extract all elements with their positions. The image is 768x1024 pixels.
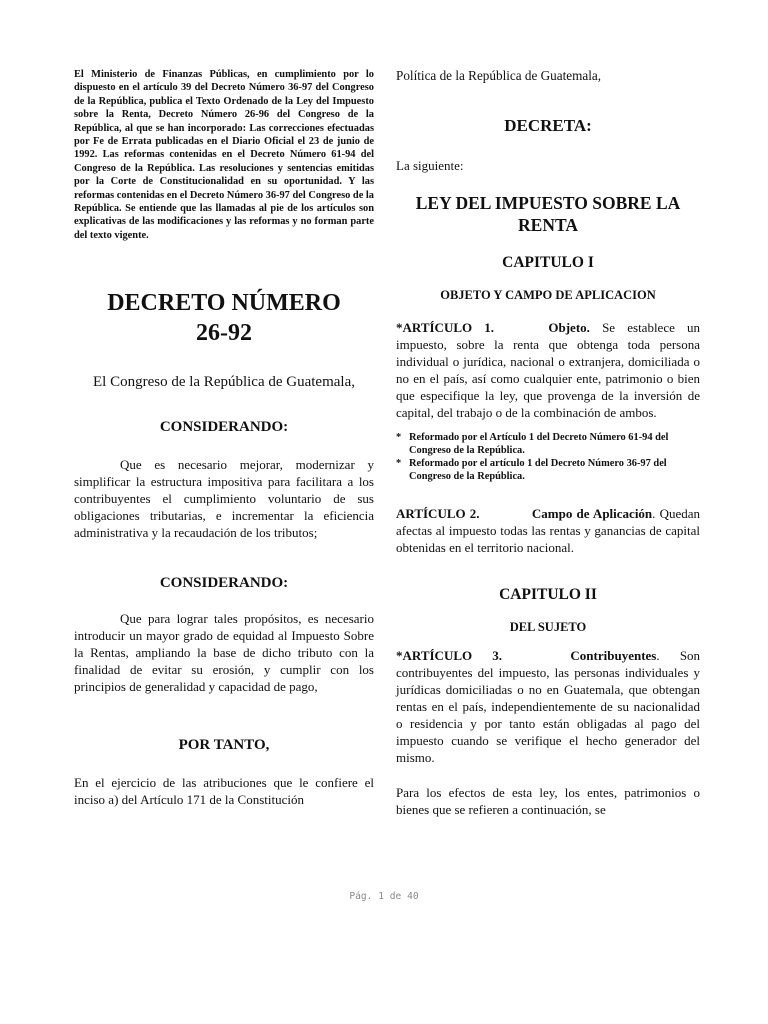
note-text: Reformado por el Artículo 1 del Decreto Número 61-94 del Congreso de la República.: [409, 432, 669, 456]
article-2: ARTÍCULO 2. Campo de Aplicación. Quedan afectas al impuesto todas las rentas y ganancias de capital obtenidas en el territorio nacional.: [396, 506, 701, 555]
por-tanto-heading: POR TANTO,: [178, 737, 270, 754]
note-bullet: *: [396, 458, 402, 469]
considerando-2-text: Que para lograr tales propósitos, es necesario introducir un mayor grado de equidad al Impuesto Sobre la Rentas, ampliando la base de dicho tributo con la finalidad de evitar su erosión, y cumplir con los principios de generalidad y capacidad de pago,: [74, 611, 374, 695]
article-1: [396, 319, 700, 421]
right-column: [396, 62, 700, 818]
decreto-title-line2: 26-92: [196, 320, 252, 347]
left-column: [74, 62, 374, 808]
considerando-1-text: Que es necesario mejorar, modernizar y simplificar la estructura impositiva para facilitara a los contribuyentes el cumplimiento voluntario de sus obligaciones tributarias, e incrementar la eficiencia administrativa y la recaudación de los tributos;: [74, 457, 374, 541]
chapter-2-subtitle: DEL SUJETO: [509, 620, 587, 634]
article-1-label: *ARTÍCULO 1.: [396, 320, 495, 335]
para-paragraph: Para los efectos de esta ley, los entes, patrimonios o bienes que se refieren a continuación, se: [396, 785, 700, 817]
chapter-1-heading: CAPITULO I: [502, 254, 594, 271]
note-bullet: *: [396, 432, 402, 443]
intro-paragraph: El Ministerio de Finanzas Públicas, en cumplimiento por lo dispuesto en el artículo 39 del Decreto Número 36-97 del Congreso de la República, publica el Texto Ordenado de la Ley del Impuesto sobre la Renta, Decreto Número 26-96 del Congreso de la República, al que se han incorporado: Las correcciones efectuadas por Fe de Errata publicadas en el Diario Oficial el 23 de junio de 1992. Las reformas contenidas en el Decreto Número 61-94 del Congreso de la República. Las resoluciones y sentencias emitidas por la Corte de Constitucionalidad en su oportunidad. Y las reformas contenidas en el Decreto Número 36-97 del Congreso de la República. Se entiende que las llamadas al pie de los artículos son explicativas de las modificaciones y las reformas y no forman parte del texto vigente.: [74, 69, 374, 241]
decreta-heading: DECRETA:: [504, 116, 592, 135]
note-text: Reformado por el artículo 1 del Decreto Número 36-97 del Congreso de la República.: [409, 458, 667, 482]
congreso-line: El Congreso de la República de Guatemala,: [93, 374, 355, 391]
chapter-2-heading: CAPITULO II: [499, 586, 597, 603]
article-3-name: Contribuyentes: [570, 648, 657, 663]
chapter-1-subtitle: OBJETO Y CAMPO DE APLICACION: [440, 288, 656, 302]
considerando-1-heading: CONSIDERANDO:: [159, 419, 289, 436]
ley-title: LEY DEL IMPUESTO SOBRE LA RENTA: [415, 193, 681, 235]
article-1-text: Se establece un impuesto, sobre la renta que obtenga toda persona individual o jurídica, nacional o extranjera, domiciliada o no en el país, así como cualquier ente, patrimonio o bien que especifique la ley, que provenga de la inversión de capital, del trabajo o de la combinación de ambos.: [396, 320, 701, 420]
article-3: *ARTÍCULO 3. Contribuyentes. Son contribuyentes del impuesto, las personas individuales y jurídicas domiciliadas o no en Guatemala, que obtengan rentas en el país, independientemente de su nacionalidad o residencia y por tanto están obligadas al pago del impuesto cuando se verifique el hecho generador del mismo.: [396, 648, 701, 765]
politica-line: Política de la República de Guatemala,: [396, 68, 602, 83]
siguiente-line: La siguiente:: [396, 158, 464, 173]
article-1-name: Objeto.: [548, 320, 590, 335]
article-2-label: ARTÍCULO 2.: [396, 506, 480, 521]
article-3-text: Son contribuyentes del impuesto, las personas individuales y jurídicas domiciliadas o no en Guatemala, que obtengan rentas en el país, independientemente de su nacionalidad o residencia y por tanto están obligadas al pago del impuesto cuando se verifique el hecho generador del mismo.: [396, 648, 701, 765]
reform-note: [396, 457, 700, 483]
article-2-name: Campo de Aplicación: [531, 506, 653, 521]
reform-note: [396, 431, 700, 457]
decreto-title: [74, 288, 374, 348]
por-tanto-text: En el ejercicio de las atribuciones que le confiere el inciso a) del Artículo 171 de la Constitución: [74, 775, 374, 808]
considerando-2-heading: CONSIDERANDO:: [159, 575, 289, 592]
article-3-label: *ARTÍCULO 3.: [396, 648, 503, 663]
article-2-text: Quedan afectas al impuesto todas las rentas y ganancias de capital obtenidas en el territorio nacional.: [396, 506, 701, 555]
page-number-footer: Pág. 1 de 40: [349, 891, 419, 902]
article-1-notes: [396, 431, 700, 483]
decreto-title-line1: DECRETO NÚMERO: [107, 290, 341, 317]
